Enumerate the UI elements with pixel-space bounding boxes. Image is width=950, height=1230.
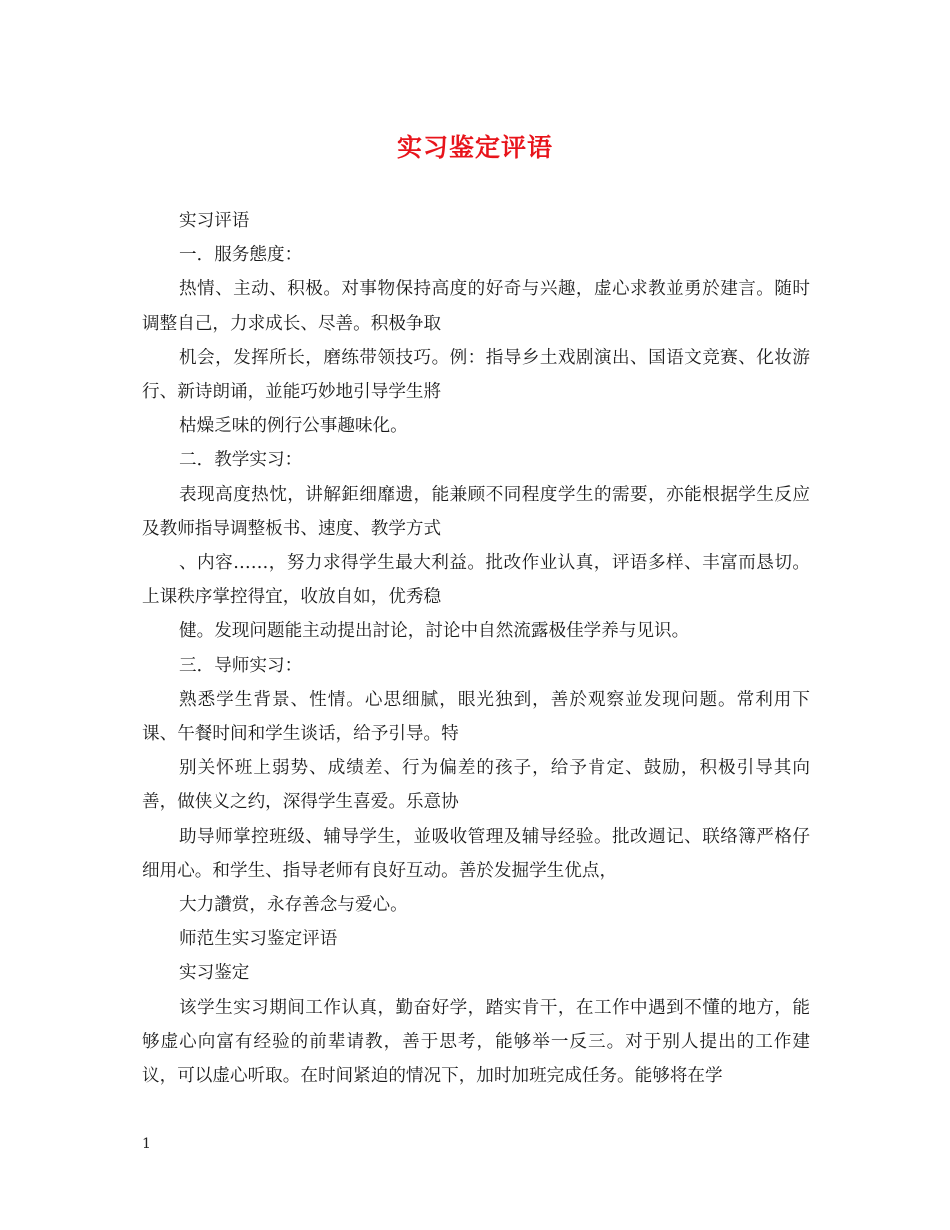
paragraph: 大力讚赏，永存善念与爱心。 — [179, 895, 408, 916]
paragraph: 热情、主动、积极。对事物保持高度的好奇与兴趣，虚心求教並勇於建言。随时调整自己，力求成长、尽善。积极争取 — [142, 279, 810, 334]
paragraph: 助导师掌控班级、辅导学生，並吸收管理及辅导经验。批改週记、联络簿严格仔细用心。和学生、指导老师有良好互动。善於发掘学生优点， — [142, 826, 810, 881]
paragraph: 别关怀班上弱势、成绩差、行为偏差的孩子，给予肯定、鼓励，积极引导其向善，做侠义之约，深得学生喜爱。乐意协 — [142, 758, 810, 813]
section-heading: 师范生实习鉴定评语 — [179, 929, 338, 950]
paragraph: 、内容……，努力求得学生最大利益。批改作业认真，评语多样、丰富而恳切。上课秩序掌控得宜，收放自如，优秀稳 — [142, 553, 810, 608]
section-heading: 三．导师实习： — [179, 655, 303, 676]
section-heading: 二．教学实习： — [179, 450, 303, 471]
paragraph: 该学生实习期间工作认真，勤奋好学，踏实肯干，在工作中遇到不懂的地方，能够虚心向富有经验的前辈请教，善于思考，能够举一反三。对于别人提出的工作建议，可以虚心听取。在时间紧迫的情况下，加时加班完成任务。能够将在学 — [142, 997, 810, 1087]
paragraph: 表现高度热忱，讲解鉅细靡遗，能兼顾不同程度学生的需要，亦能根据学生反应及教师指导调整板书、速度、教学方式 — [142, 484, 810, 539]
page-number: 1 — [142, 1136, 151, 1152]
paragraph: 健。发现问题能主动提出討论，討论中自然流露极佳学养与见识。 — [179, 621, 690, 642]
paragraph: 机会，发挥所长，磨练带领技巧。例：指导乡土戏剧演出、国语文竞赛、化妆游行、新诗朗诵，並能巧妙地引导学生將 — [142, 347, 810, 403]
paragraph: 实习评语 — [179, 211, 250, 231]
document-body — [142, 204, 810, 1093]
paragraph: 熟悉学生背景、性情。心思细腻，眼光独到，善於观察並发现问题。常利用下课、午餐时间和学生谈话，给予引导。特 — [142, 689, 810, 745]
paragraph: 枯燥乏味的例行公事趣味化。 — [179, 416, 408, 437]
section-heading: 一．服务態度： — [179, 245, 303, 266]
document-title: 实习鉴定评语 — [396, 133, 553, 162]
section-heading: 实习鉴定 — [179, 963, 250, 984]
